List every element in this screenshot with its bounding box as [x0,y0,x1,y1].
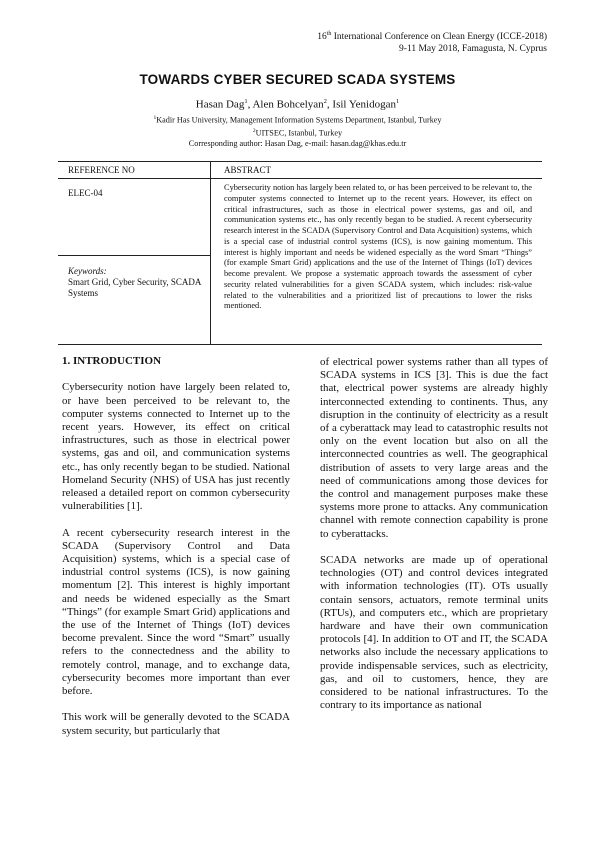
section-heading-introduction: 1. INTRODUCTION [62,355,162,367]
paragraph: SCADA networks are made up of operational technologies (OT) and control devices integrated with information technologies (IT). OTs usually contain sensors, actuators, remote terminal units (RTUs), and computers etc., which are proprietary hardware and have their own communication protocols [4]. In addition to OT and IT, the SCADA networks also include the necessary applications to provide indispensable services, such as electricity, gas, and oil to customers, hence, they are considered to be national infrastructures. To the contrary to its importance as national [320,554,548,712]
reference-no-value: ELEC-04 [68,188,103,198]
corresponding-author: Corresponding author: Hasan Dag, e-mail: hasan.dag@khas.edu.tr [188,139,407,149]
affiliation-2: $^2$UITSEC, Istanbul, Turkey [252,128,343,138]
conference-line-2: 9-11 May 2018, Famagusta, N. Cyprus [399,44,547,55]
paragraph: Cybersecurity notion have largely been related to, or have been perceived to be relevant to, the computer systems connected to Internet up to the recent years. However, its effect on critical infrastructures, such as those in electrical power systems, gas and oil, and communication systems etc., has only recently began to be studied. National Homeland Security (NHS) of USA has just recently released a detailed report on common cybersecurity vulnerabilities [1]. [62,381,290,513]
conference-line-1: 16th International Conference on Clean Energy (ICCE-2018) [317,31,547,43]
abstract-table [58,161,542,344]
table-rule-header [58,178,542,179]
abstract-text: Cybersecurity notion has largely been related to, or has been perceived to be relevant to, the computer systems connected to Internet up to the recent years. However, its effect on critical infrastructures, such as those in electrical power systems, gas and oil, and communication systems etc., has only recently began to be studied. A recent cybersecurity research interest in the SCADA (Supervisory Control and Data Acquisition) systems, which is a special case of industrial control systems (ICS), is now gaining momentum. This interest is highly important and needs be widened especially as the word Smart “Things” (for example Smart Grid) applications and the use of the Internet of Things (IoT) devices become prevalent. We propose a systematic approach towards the assessment of cyber security related vulnerabilities for a given SCADA system, which includes: risk-value related to the vulnerabilities and a prioritized list of precautions to lower the risks mentioned. [224,183,532,311]
reference-no-header: REFERENCE NO [68,165,135,175]
table-rule-keywords [58,255,210,256]
keywords-block [68,266,208,299]
author-2: Alen Bohcelyan [252,98,324,111]
abstract-header: ABSTRACT [224,165,272,175]
table-rule-bottom [58,344,542,345]
body-column-right [320,356,548,726]
paragraph: of electrical power systems rather than all types of SCADA systems in ICS [3]. This is due the fact that, electrical power systems are already highly interconnected extending to continents. Thus, any disruption in the continuity of electricity as a result of a cyberattack may lead to catastrophic results not only on the event location but also on all the interconnected countries as well. The geographical distribution of assets to very large areas and the need of communications among those devices for the control and management purposes make these systems more prone to attacks. Any communication channel with remote connection capability is prone to cyberattacks. [320,356,548,540]
table-rule-top [58,161,542,162]
author-list: Hasan Dag$^1$, Alen Bohcelyan$^2$, Isil Yenidogan$^1$ [195,98,400,111]
keywords-label: Keywords: [68,266,107,276]
author-1: Hasan Dag [195,98,245,111]
affiliations [0,113,595,150]
affiliation-1: $^1$Kadir Has University, Management Information Systems Department, Istanbul, Turkey [153,115,442,125]
author-3: Isil Yenidogan [332,98,396,111]
body-column-left [62,355,290,751]
paragraph: This work will be generally devoted to the SCADA system security, but particularly that [62,711,290,737]
keywords-value: Smart Grid, Cyber Security, SCADA Systems [68,277,201,298]
conference-header [317,28,547,55]
paragraph: A recent cybersecurity research interest in the SCADA (Supervisory Control and Data Acquisition) systems, which is a special case of industrial control systems (ICS), is now gaining momentum [2]. This interest is highly important and needs be widened especially as the Smart “Things” (for example Smart Grid) applications and the use of the Internet of Things (IoT) devices become prevalent. Since the word “Smart” usually refers to the connectedness and the ability to remotely control, manage, and to exchange data, cybersecurity becomes more important than ever before. [62,526,290,698]
table-divider [210,161,211,344]
paper-title: TOWARDS CYBER SECURED SCADA SYSTEMS [139,72,456,87]
